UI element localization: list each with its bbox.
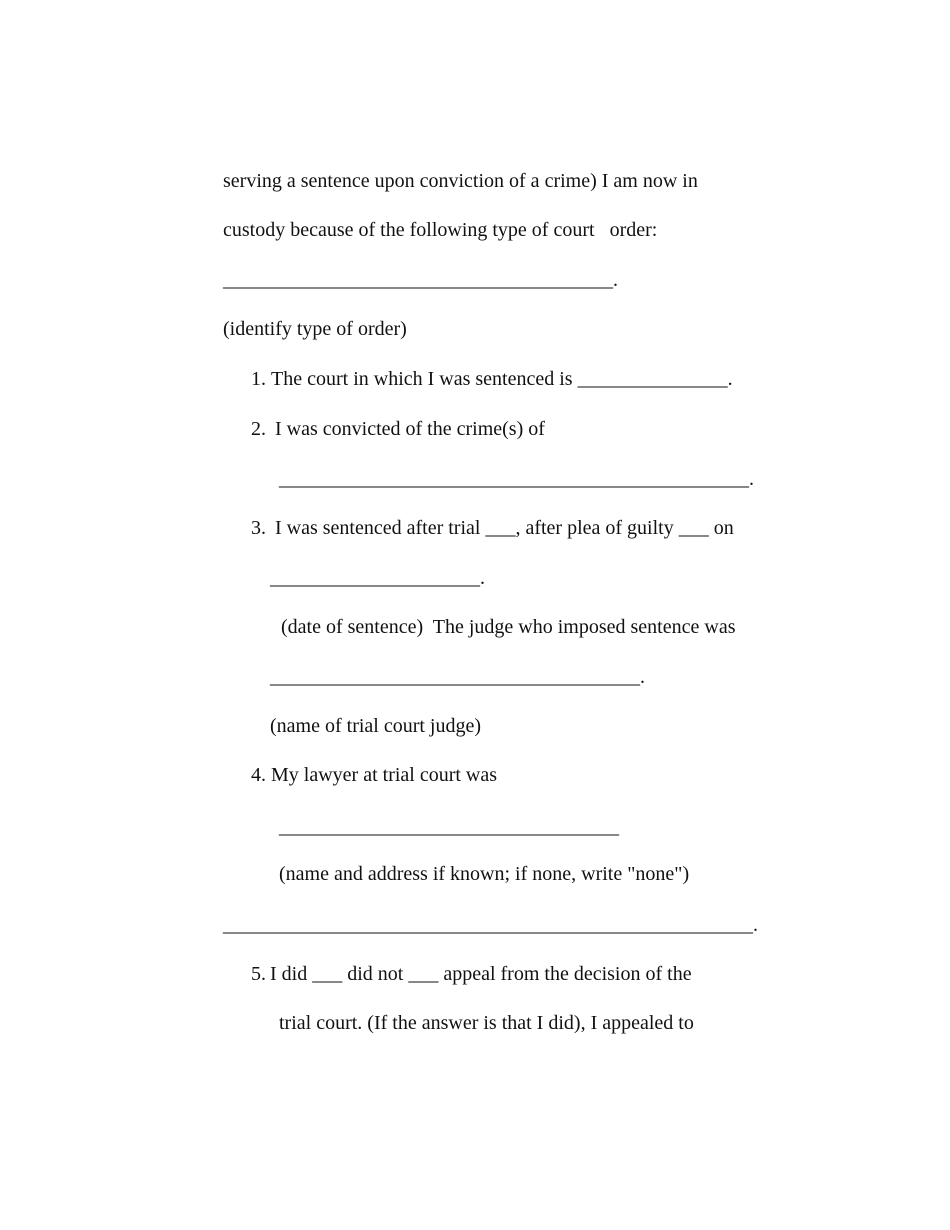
text-line-intro-1: serving a sentence upon conviction of a crime) I am now in (223, 170, 698, 192)
order-type-caption: (identify type of order) (223, 318, 407, 340)
item-number-4: 4. (251, 764, 266, 786)
item-2-text: I was convicted of the crime(s) of (270, 418, 545, 440)
judge-caption: (name of trial court judge) (270, 715, 482, 737)
crime-blank: _______________________________________________. (279, 468, 754, 490)
item-5-continued: trial court. (If the answer is that I did), I appealed to (279, 1012, 694, 1034)
item-number-2: 2. (251, 418, 266, 440)
sentence-date-caption: (date of sentence) The judge who imposed sentence was (281, 616, 736, 638)
order-type-blank: _______________________________________. (223, 269, 618, 291)
lawyer-blank: __________________________________ (279, 816, 619, 838)
item-1-text: The court in which I was sentenced is _______________. (271, 368, 733, 390)
sentence-date-blank: _____________________. (270, 567, 485, 589)
item-3-text: I was sentenced after trial ___, after plea of guilty ___ on (270, 517, 734, 539)
text-line-intro-2: custody because of the following type of court order: (223, 219, 658, 241)
lawyer-address-blank: _____________________________________________________. (223, 914, 758, 936)
lawyer-caption: (name and address if known; if none, write "none") (279, 863, 690, 885)
item-5-text: I did ___ did not ___ appeal from the decision of the (270, 963, 692, 985)
item-number-5: 5. (251, 963, 266, 985)
item-number-3: 3. (251, 517, 266, 539)
item-4-text: My lawyer at trial court was (271, 764, 498, 786)
item-number-1: 1. (251, 368, 266, 390)
judge-blank: _____________________________________. (270, 666, 645, 688)
